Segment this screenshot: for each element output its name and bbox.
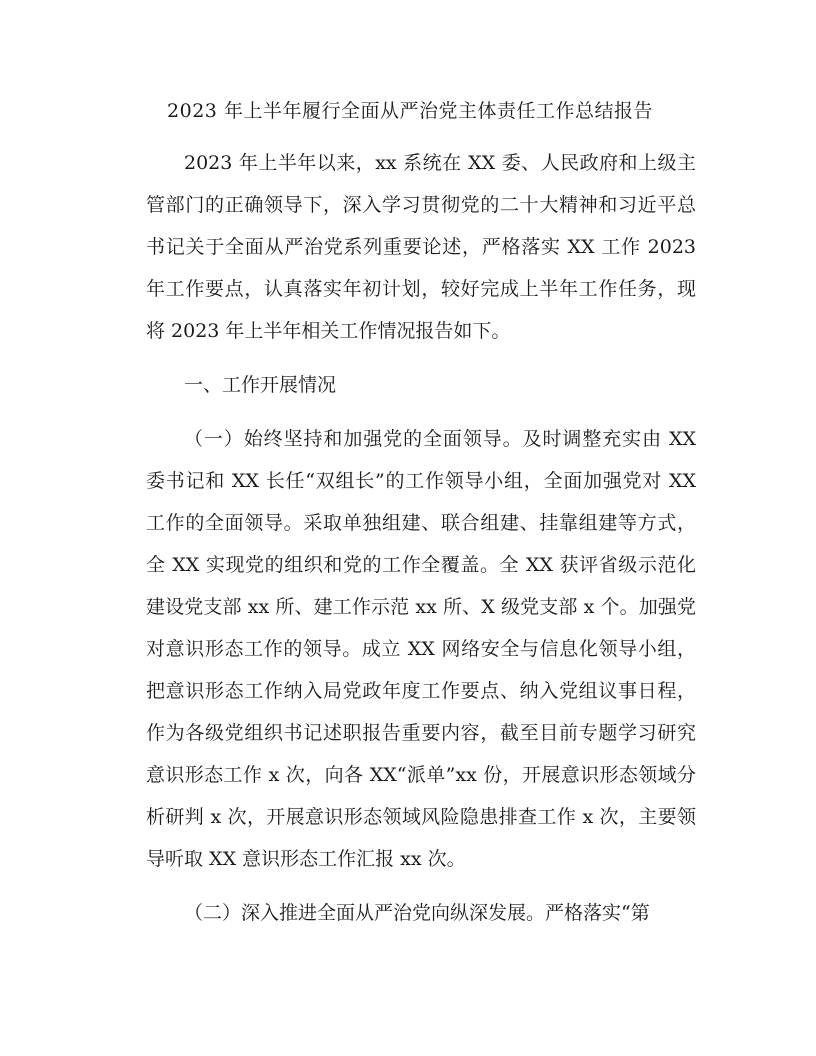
section-heading: 一、工作开展情况 [184, 374, 337, 396]
subsection-paragraph-1: （一）始终坚持和加强党的全面领导。及时调整充实由 XX 委书记和 XX 长任“双组长”的工作领导小组，全面加强党对 XX 工作的全面领导。采取单独组建、联合组建、挂靠组建等方式，全 XX 实现党的组织和党的工作全覆盖。全 XX 获评省级示范化建设党支部 xx 所、建工作示范 xx 所、X 级党支部 x 个。加强党对意识形态工作的领导。成立 XX 网络安全与信息化领导小组，把意识形态工作纳入局党政年度工作要点、纳入党组议事日程，作为各级党组织书记述职报告重要内容，截至目前专题学习研究意识形态工作 x 次，向各 XX“派单”xx 份，开展意识形态领域分析研判 x 次，开展意识形态领域风险隐患排查工作 x 次，主要领导听取 XX 意识形态工作汇报 xx 次。 [146, 428, 696, 870]
document-body [146, 142, 696, 934]
document-title: 2023 年上半年履行全面从严治党主体责任工作总结报告 [167, 100, 653, 122]
intro-paragraph: 2023 年上半年以来，xx 系统在 XX 委、人民政府和上级主管部门的正确领导下，深入学习贯彻党的二十大精神和习近平总书记关于全面从严治党系列重要论述，严格落实 XX 工作 2023 年工作要点，认真落实年初计划，较好完成上半年工作任务，现将 2023 年上半年相关工作情况报告如下。 [146, 152, 696, 342]
subsection-paragraph-2: （二）深入推进全面从严治党向纵深发展。严格落实“第 [184, 902, 650, 924]
